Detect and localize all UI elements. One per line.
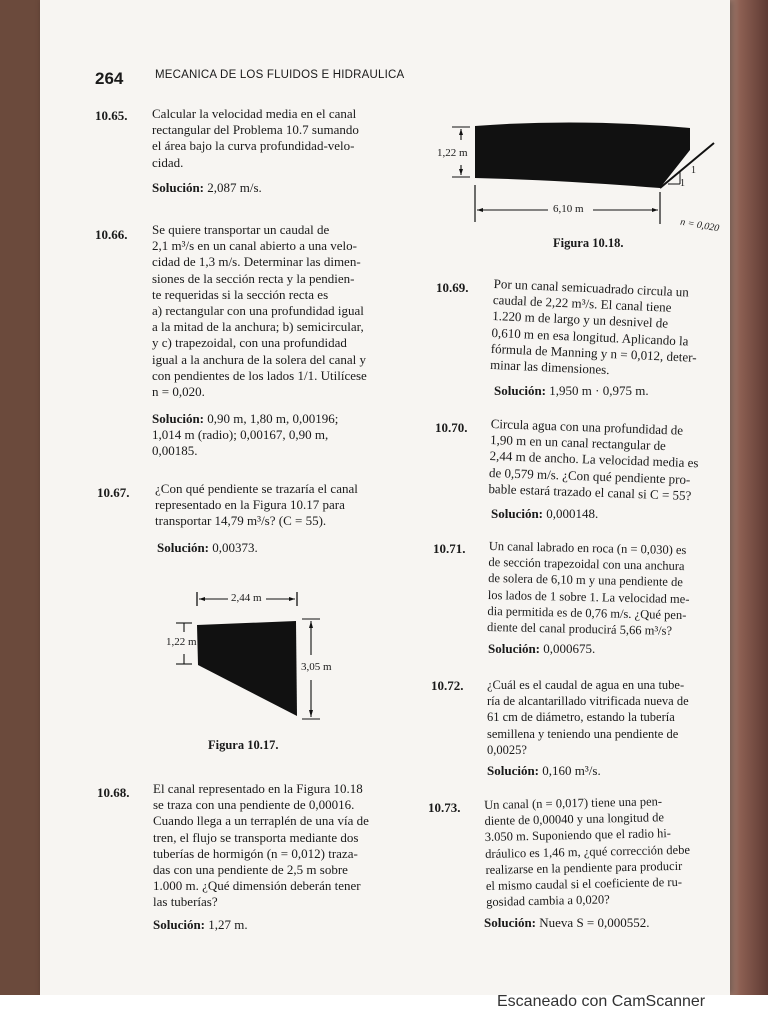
problem-number: 10.72. [431,678,464,693]
problem-number: 10.67. [97,485,130,500]
problem-number: 10.69. [436,280,469,295]
solution-value: 0,00373. [209,540,258,555]
problem-number: 10.65. [95,108,128,123]
page-number: 264 [95,69,124,88]
scanner-watermark: Escaneado con CamScanner [497,993,706,1010]
solution-value: 0,90 m, 1,80 m, 0,00196; 1,014 m (radio); 0,00167, 0,90 m, 0,00185. [152,411,339,459]
channel-section-shape [475,122,690,188]
problem-text: Calcular la velocidad media en el canal rectangular del Problema 10.7 sumando el área bajo la curva profundidad-velo- cidad. [152,106,359,170]
solution-value: 2,087 m/s. [204,180,262,195]
slope-label-vertical: 1 [691,165,696,176]
problem-text: Por un canal semicuadrado circula un caudal de 2,22 m³/s. El canal tiene 1.220 m de largo y un desnivel de 0,610 m en esa longitud. Aplicando la fórmula de Manning y n = 0,012, deter- minar las dimensiones. [489,276,697,378]
solution-value: 0,160 m³/s. [539,763,601,778]
problem-text: Se quiere transportar un caudal de 2,1 m³/s en un canal abierto a una velo- cidad de 1,3 m/s. Determinar las dimen- siones de la sección recta y la pendien- te requeridas si la sección recta es a) rectangular con una profundidad igual a la mitad de la anchura; b) semicircular, y c) trapezoidal, con una profundidad igual a la anchura de la solera del canal y con pendientes de los lados 1/1. Utilícese n = 0,020. [152,222,367,400]
problem-solution [487,763,601,779]
problem-solution [484,915,650,931]
problem-text: ¿Con qué pendiente se trazaría el canal representado en la Figura 10.17 para transportar 14,79 m³/s? (C = 55). [155,481,358,529]
figure-width-label: 2,44 m [231,592,262,604]
problem-number: 10.68. [97,785,130,800]
solution-value: 1,27 m. [205,917,248,932]
problem-number: 10.71. [433,541,466,556]
problem-solution [491,506,598,522]
solution-label: Solución: [157,540,210,555]
roughness-label: n = 0,020 [679,216,720,235]
problem-number: 10.66. [95,227,128,242]
problem-number: 10.73. [428,800,461,815]
solution-value: Nueva S = 0,000552. [536,915,650,930]
page-header-title: MECANICA DE LOS FLUIDOS E HIDRAULICA [155,69,405,81]
problem-text: ¿Cuál es el caudal de agua en una tube- ría de alcantarillado vitrificada nueva de 61 cm de diámetro, estando la tubería semillena y teniendo una pendiente de 0,0025? [487,678,689,757]
solution-value: 1,950 m · 0,975 m. [546,383,649,398]
arrowhead [459,129,463,135]
solution-label: Solución: [494,383,547,398]
solution-value: 0,000148. [543,506,599,521]
arrowhead [652,208,658,212]
solution-label: Solución: [152,411,205,426]
figure-depth-label: 1,22 m [437,147,468,159]
problem-number: 10.70. [435,420,468,435]
solution-value: 0,000675. [540,641,596,656]
figure-caption: Figura 10.18. [553,236,624,250]
solution-label: Solución: [484,915,537,930]
figure-caption: Figura 10.17. [208,738,279,752]
arrowhead [477,208,483,212]
solution-label: Solución: [491,506,544,521]
solution-label: Solución: [152,180,205,195]
problem-text: Un canal (n = 0,017) tiene una pen- diente de 0,00040 y una longitud de 3.050 m. Suponiendo que el radio hi- dráulico es 1,46 m, ¿qué corrección debe realizarse en la pendiente para producir el mismo caudal si el coeficiente de ru- gosidad cambia a 0,020? [484,794,691,910]
solution-label: Solución: [153,917,206,932]
figure-width-label: 6,10 m [553,203,584,215]
solution-label: Solución: [487,763,540,778]
solution-label: Solución: [488,641,541,656]
problem-solution [494,383,649,399]
problem-solution [488,641,595,657]
problem-text: Circula agua con una profundidad de 1,90 m en un canal rectangular de 2,44 m de ancho. La velocidad media es de 0,579 m/s. ¿Con qué pendiente pro- bable estará trazado el canal si C = 55? [488,416,699,503]
figure-left-depth-label: 1,22 m [166,636,197,648]
problem-text: Un canal labrado en roca (n = 0,030) es de sección trapezoidal con una anchura de solera de 6,10 m y una pendiente de los lados de 1 sobre 1. La velocidad me- dia permitida es de 0,76 m/s. ¿Qué pen- diente del canal producirá 5,66 m³/s? [486,538,690,638]
slope-label-horizontal: 1 [680,178,685,189]
figure-right-depth-label: 3,05 m [301,661,332,673]
problem-text: El canal representado en la Figura 10.18 se traza con una pendiente de 0,00016. Cuando llega a un terraplén de una vía de tren, el flujo se transporta mediante dos tuberías de hormigón (n = 0,012) traza- das con una pendiente de 2,5 m sobre 1.000 m. ¿Qué dimensión deberán tener las tuberías? [153,781,369,910]
arrowhead [459,169,463,175]
